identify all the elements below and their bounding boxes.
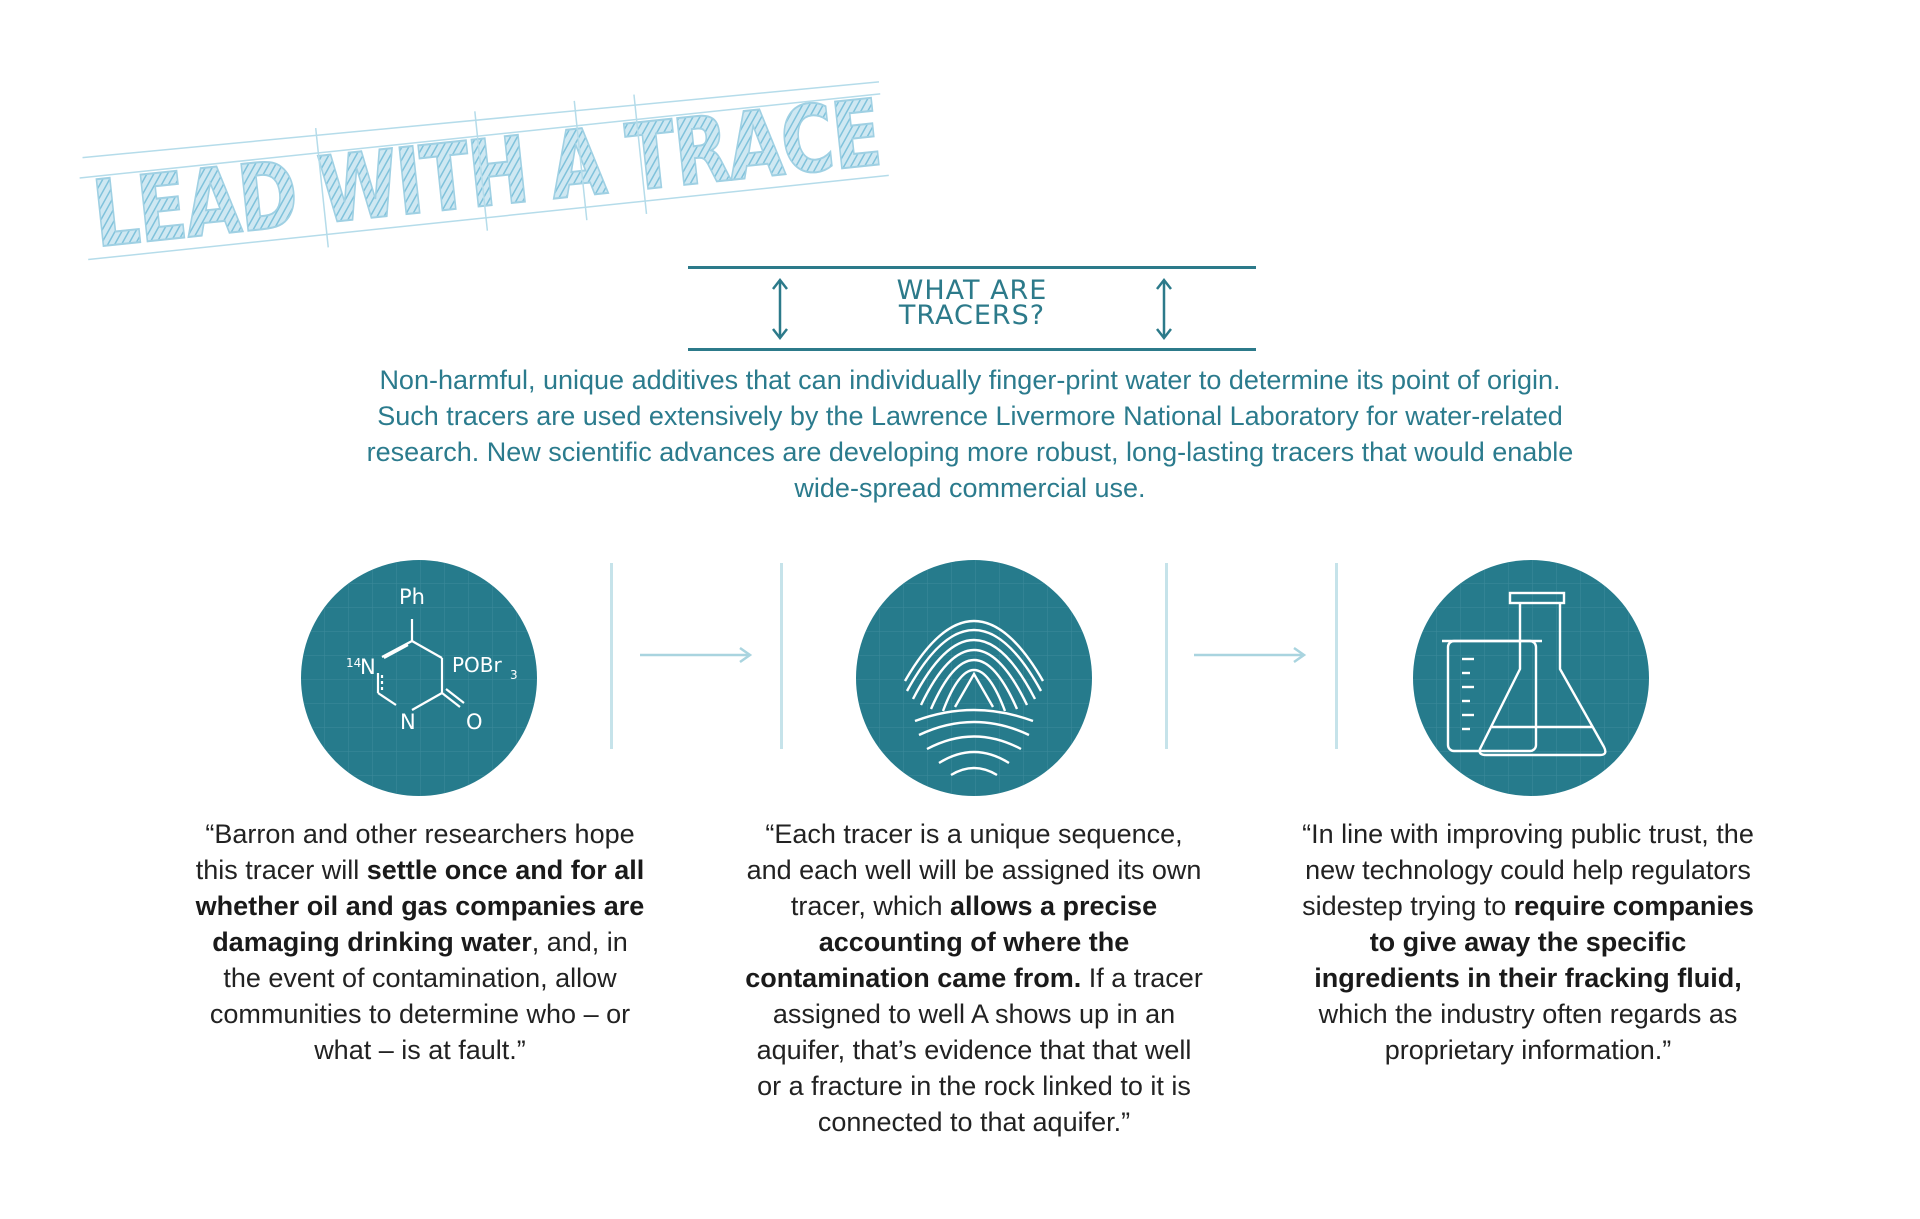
tracers-description	[300, 362, 1640, 506]
fingerprint-icon	[855, 559, 1093, 797]
molecule-n2-label: N	[400, 710, 416, 734]
right-arrow-icon	[638, 645, 756, 665]
molecule-o-label: O	[466, 710, 483, 734]
banner-top-rule	[688, 266, 1256, 269]
molecule-isotope-label: 14	[346, 656, 362, 670]
quote-text: “In line with improving public trust, the new technology could help regulators sidestep trying to	[1302, 819, 1754, 921]
intro-line: wide-spread commercial use.	[794, 473, 1146, 503]
intro-line: Non-harmful, unique additives that can individually finger-print water to determine its point of origin.	[379, 365, 1561, 395]
lead-with-a-trace-logo	[80, 55, 1107, 269]
molecule-pobr-label: POBr	[452, 653, 502, 677]
lab-glassware-icon	[1412, 559, 1650, 797]
quote-text: , and, in the event of contamination, allow communities to determine who – or what – is at fault.”	[209, 927, 631, 1065]
quote-text: “Barron and other researchers hope this tracer will	[195, 819, 635, 885]
what-are-tracers-banner	[688, 266, 1256, 352]
molecule-n-label: N	[360, 655, 376, 679]
quote-emphasis: allows a precise accounting of where the contamination came from.	[745, 891, 1158, 993]
molecule-subscript: 3	[510, 668, 518, 682]
double-arrow-icon	[1154, 276, 1174, 342]
divider-line	[780, 563, 783, 749]
divider-line	[1165, 563, 1168, 749]
quote-public-trust	[1298, 816, 1758, 1068]
logo-text: LEAD WITH A TRACE	[88, 56, 1107, 269]
quote-text: which the industry often regards as proprietary information.”	[1318, 999, 1738, 1065]
intro-line: Such tracers are used extensively by the Lawrence Livermore National Laboratory for water-related	[377, 401, 1563, 431]
quote-text: “Each tracer is a unique sequence, and each well will be assigned its own tracer, which	[746, 819, 1202, 921]
quote-emphasis: settle once and for all whether oil and gas companies are damaging drinking water	[195, 855, 645, 957]
intro-line: research. New scientific advances are developing more robust, long-lasting tracers that would enable	[366, 437, 1574, 467]
right-arrow-icon	[1192, 645, 1310, 665]
quote-tracer-sequence	[744, 816, 1204, 1140]
quote-emphasis: require companies to give away the specific ingredients in their fracking fluid,	[1314, 891, 1754, 993]
divider-line	[1335, 563, 1338, 749]
molecule-icon	[300, 559, 538, 797]
quote-barron	[190, 816, 650, 1068]
quote-text: If a tracer assigned to well A shows up in an aquifer, that’s evidence that that well or a fracture in the rock linked to it is connected to that aquifer.”	[756, 963, 1203, 1137]
divider-line	[610, 563, 613, 749]
banner-bottom-rule	[688, 348, 1256, 351]
molecule-ph-label: Ph	[399, 585, 425, 609]
double-arrow-icon	[770, 276, 790, 342]
banner-title: WHAT ARE TRACERS?	[896, 275, 1048, 331]
